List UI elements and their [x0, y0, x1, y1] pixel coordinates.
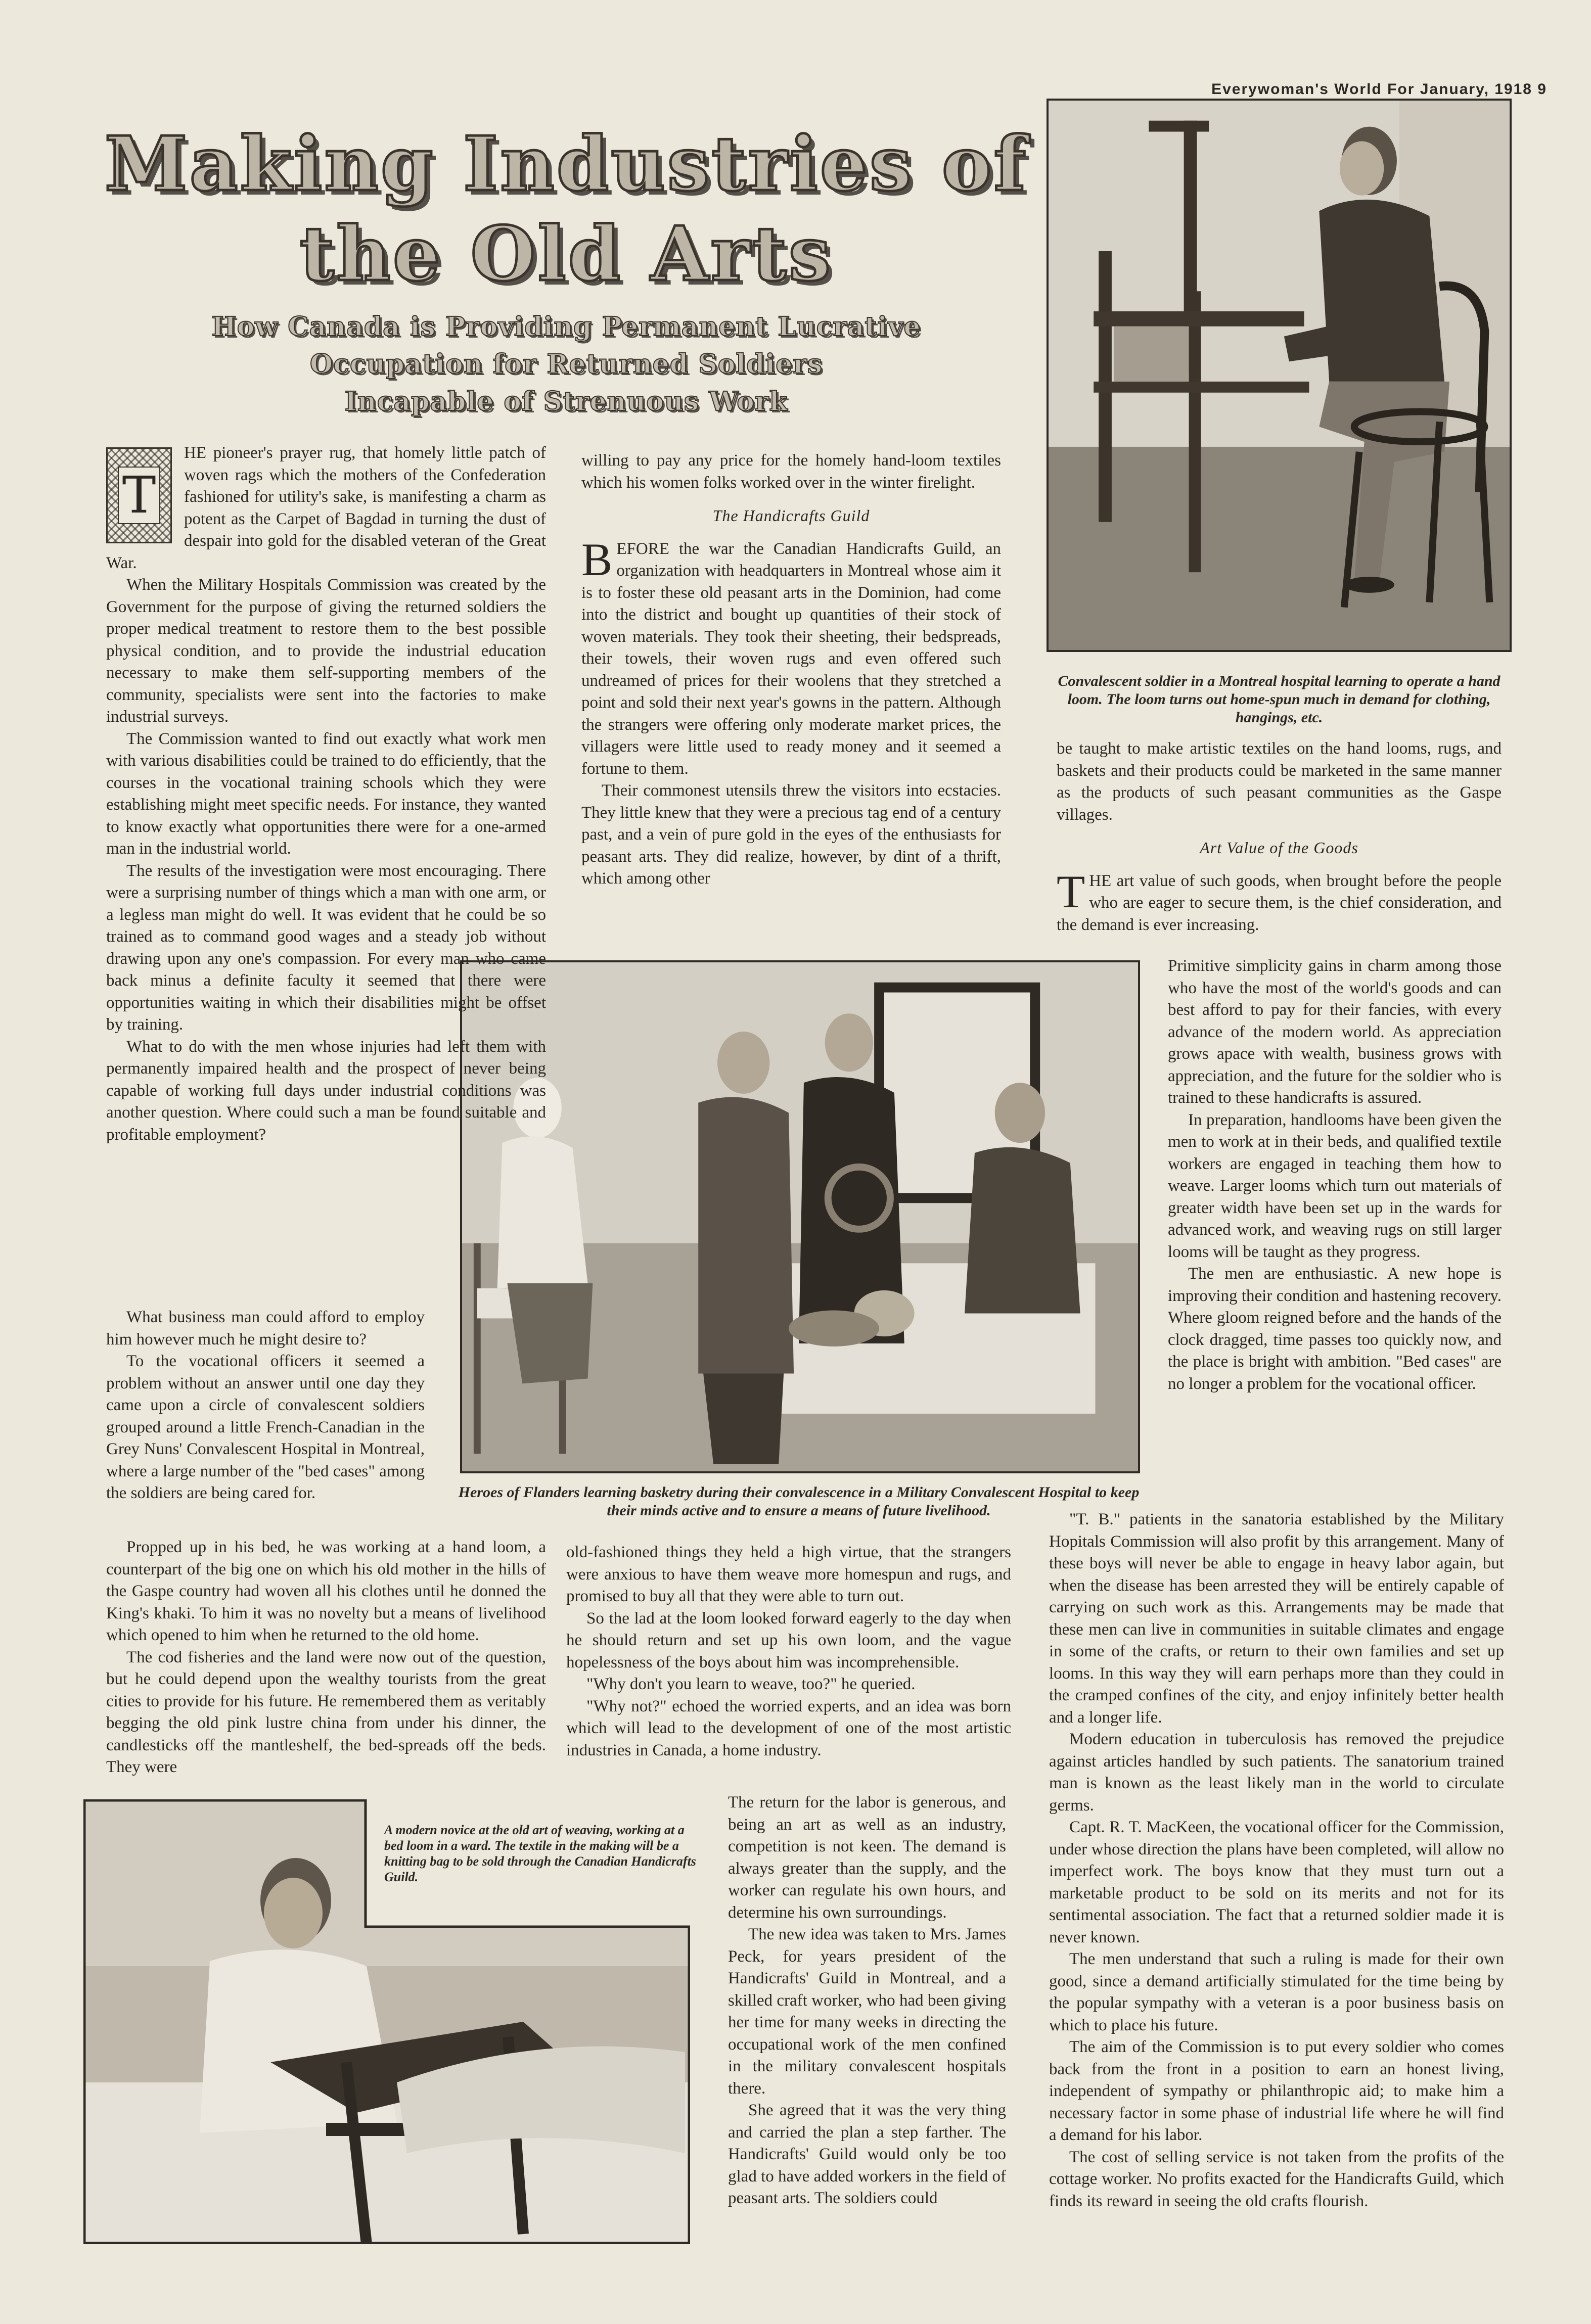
caption-basketry: Heroes of Flanders learning basketry during their convalescence in a Military Convalescent Hospital to keep their minds active and to ensure a means of future livelihood.: [458, 1484, 1140, 1519]
article-title: [91, 119, 1041, 299]
paragraph: Propped up in his bed, he was working at a hand loom, a counterpart of the big one on which his old mother in the hills of the Gaspe country had woven all his clothes until he donned the King's khaki. To him it was no novelty but a means of livelihood which opened to him when he returned to the old home.: [106, 1538, 546, 1644]
paragraph: She agreed that it was the very thing and carried the plan a step farther. The Handicrafts' Guild would only be too glad to have added workers in the field of peasant arts. The soldiers could: [728, 2101, 1006, 2207]
paragraph: Modern education in tuberculosis has removed the prejudice against articles handled by such patients. The sanatorium trained man is known as the least likely man in the world to circulate germs.: [1049, 1730, 1504, 1815]
photo-basketry: [460, 960, 1140, 1473]
title-line-1: Making Industries of: [104, 120, 1028, 208]
page-folio: Everywoman's World For January, 1918 9: [1211, 81, 1547, 98]
photo-loom-soldier: [1047, 99, 1512, 652]
column-1: [106, 442, 546, 1146]
article-subtitle: [152, 308, 981, 421]
paragraph: Their commonest utensils threw the visitors into ecstacies. They little knew that they were a precious tag end of a century past, and a vein of pure gold in the eyes of the enthusiasts for peasant arts. They did realize, however, by dint of a thrift, which among other: [581, 781, 1001, 888]
subtitle-line-3: Incapable of Strenuous Work: [344, 386, 788, 417]
subtitle-line-2: Occupation for Returned Soldiers: [309, 349, 823, 380]
drop-cap-ornament: [106, 447, 172, 543]
paragraph: old-fashioned things they held a high virtue, that the strangers were anxious to have them weave more homespun and rugs, and promised to buy all that they were able to turn out.: [566, 1543, 1011, 1605]
paragraph: The cost of selling service is not taken from the profits of the cottage worker. No profits exacted for the Handicrafts Guild, which finds its reward in seeing the old crafts flourish.: [1049, 2148, 1504, 2210]
paragraph: "T. B." patients in the sanatoria established by the Military Hopitals Commission will also profit by this arrangement. Many of these boys will never be able to engage in heavy labor again, but when the disease has been arrested they will be entirely capable of carrying on such work as this. Arrangements may be made that these men can live in communities in suitable climates and engage in some of the crafts, or return to their own families and set up looms. In this way they will earn perhaps more than they could in the cramped confines of the city, and enjoy infinitely better health and a longer life.: [1049, 1510, 1504, 1727]
column-1-bottom: [106, 1537, 546, 1779]
column-2-bottom: [728, 1792, 1006, 2210]
paragraph: Capt. R. T. MacKeen, the vocational officer for the Commission, under whose direction the plans have been completed, will allow no imperfect work. The boys know that they must turn out a marketable product to be sold on its merits and not for its sentimental association. The fact that a returned soldier made it is never known.: [1049, 1818, 1504, 1946]
column-3: [1057, 738, 1502, 936]
subtitle-line-1: How Canada is Providing Permanent Lucrative: [211, 311, 921, 342]
paragraph: What business man could afford to employ him however much he might desire to?: [106, 1308, 425, 1349]
column-3-narrow: [1168, 955, 1502, 1395]
caption-loom: Convalescent soldier in a Montreal hospital learning to operate a hand loom. The loom turns out home-spun much in demand for clothing, hangings, etc.: [1058, 673, 1501, 726]
paragraph: So the lad at the loom looked forward eagerly to the day when he should return and set up his own loom, and the vague hopelessness of the boys about him was incomprehensible.: [566, 1609, 1011, 1671]
paragraph: The aim of the Commission is to put every soldier who comes back from the front in a position to earn an honest living, independent of sympathy or philanthropic aid; to make him a necessary factor in some phase of industrial life where he will find a demand for his labor.: [1049, 2038, 1504, 2144]
caption-bedloom: A modern novice at the old art of weaving, working at a bed loom in a ward. The textile in the making will be a knitting bag to be sold through the Canadian Handicrafts Guild.: [384, 1823, 696, 1884]
title-line-2: the Old Arts: [299, 210, 833, 298]
paragraph: The new idea was taken to Mrs. James Peck, for years president of the Handicrafts' Guild in Montreal, and a skilled craft worker, who had been giving her time for many weeks in directing the occupational work of the men confined in the military convalescent hospitals there.: [728, 1925, 1006, 2098]
column-1-narrow: [106, 1307, 425, 1505]
paragraph: THE art value of such goods, when brought before the people who are eager to secure them, is the chief consideration, and the demand is ever increasing.: [1057, 865, 1502, 934]
paragraph: The men understand that such a ruling is made for their own good, since a demand artificially stimulated for the time being by the popular sympathy with a veteran is a poor business basis on which to place his future.: [1049, 1950, 1504, 2034]
column-2: [581, 450, 1001, 890]
initial-letter: T: [1057, 865, 1085, 917]
column-3-bottom: [1049, 1509, 1504, 2212]
paragraph: BEFORE the war the Canadian Handicrafts Guild, an organization with headquarters in Montreal whose aim it is to foster these old peasant arts in the Dominion, had come into the district and bought up quantities of their stock of woven materials. They took their sheeting, their bedspreads, their towels, their woven rugs and even offered such undreamed of prices for their woolens that they stretched a point and sold their next year's gowns in the pattern. Although the strangers were offering only moderate market prices, the villagers were little used to ready money and it seemed a fortune to them.: [581, 533, 1001, 778]
paragraph: "Why don't you learn to weave, too?" he queried.: [586, 1675, 916, 1693]
paragraph: To the vocational officers it seemed a problem without an answer until one day they came upon a circle of convalescent soldiers grouped around a little French-Canadian in the Grey Nuns' Convalescent Hospital in Montreal, where a large number of the "bed cases" among the soldiers are being cared for.: [106, 1352, 425, 1502]
paragraph: The return for the labor is generous, and being an art as well as an industry, competition is not keen. The demand is always greater than the supply, and the worker can regulate his own hours, and determine his own surroundings.: [728, 1793, 1006, 1922]
paragraph: When the Military Hospitals Commission was created by the Government for the purpose of giving the returned soldiers the proper medical treatment to restore them to the best possible physical condition, and to provide the industrial education necessary to make them self-supporting members of the community, specialists were sent into the factories to make industrial surveys.: [106, 576, 546, 726]
paragraph: "Why not?" echoed the worried experts, and an idea was born which will lead to the development of one of the most artistic industries in Canada, a home industry.: [566, 1697, 1011, 1759]
paragraph: The men are enthusiastic. A new hope is improving their condition and hastening recovery. Where gloom reigned before and the hands of the clock dragged, time passes too quickly now, and the place is bright with ambition. "Bed cases" are no longer a problem for the vocational officer.: [1168, 1265, 1502, 1393]
paragraph: be taught to make artistic textiles on the hand looms, rugs, and baskets and their products could be marketed in the same manner as the products of such peasant communities as the Gaspe villages.: [1057, 739, 1502, 824]
paragraph: HE pioneer's prayer rug, that homely little patch of woven rags which the mothers of the Confederation fashioned for utility's sake, is manifesting a charm as potent as the Carpet of Bagdad in turning the dust of despair into gold for the disabled veteran of the Great War.: [106, 444, 546, 572]
drop-cap-letter: T: [118, 467, 160, 524]
paragraph: The cod fisheries and the land were now out of the question, but he could depend upon the wealthy tourists from the great cities to provide for his future. He remembered them as veritably begging the old pink lustre china from under his dinner, the candlesticks off the mantleshelf, the bed-spreads off the beds. They were: [106, 1648, 546, 1776]
paragraph: The Commission wanted to find out exactly what work men with various disabilities could be trained to do efficiently, that the courses in the vocational training schools which they were establishing might meet specific needs. For instance, they wanted to know exactly what opportunities there were for a one-armed man in the industrial world.: [106, 729, 546, 858]
paragraph: In preparation, handlooms have been given the men to work at in their beds, and qualified textile workers are engaged in teaching them how to weave. Larger looms which turn out materials of greater width have been set up in the wards for advanced work, and weaving rugs on still larger looms will be taught as they progress.: [1168, 1110, 1502, 1261]
initial-letter: B: [581, 533, 613, 585]
paragraph: What to do with the men whose injuries had left them with permanently impaired health and the prospect of never being capable of working full days under industrial conditions was another question. Where could such a man be found suitable and profitable employment?: [106, 1037, 546, 1144]
section-heading-art-value: Art Value of the Goods: [1200, 839, 1358, 857]
paragraph: Primitive simplicity gains in charm among those who have the most of the world's goods and can best afford to pay for their fancies, with every advance of the modern world. As appreciation grows apace with wealth, business grows with appreciation, and the future for the soldier who is trained to these handicrafts is assured.: [1168, 957, 1502, 1107]
section-heading-handicrafts-guild: The Handicrafts Guild: [712, 506, 870, 525]
paragraph: The results of the investigation were most encouraging. There were a surprising number of things which a man with one arm, or a legless man might do well. It was evident that he could be so trained as to command good wages and a steady job without drawing upon any one's compassion. For every man who came back minus a definite faculty it seemed that there were opportunities waiting in which their disabilities might be offset by training.: [106, 861, 546, 1034]
paragraph: willing to pay any price for the homely hand-loom textiles which his women folks worked over in the winter firelight.: [581, 451, 1001, 492]
column-2-middle: [566, 1542, 1011, 1761]
